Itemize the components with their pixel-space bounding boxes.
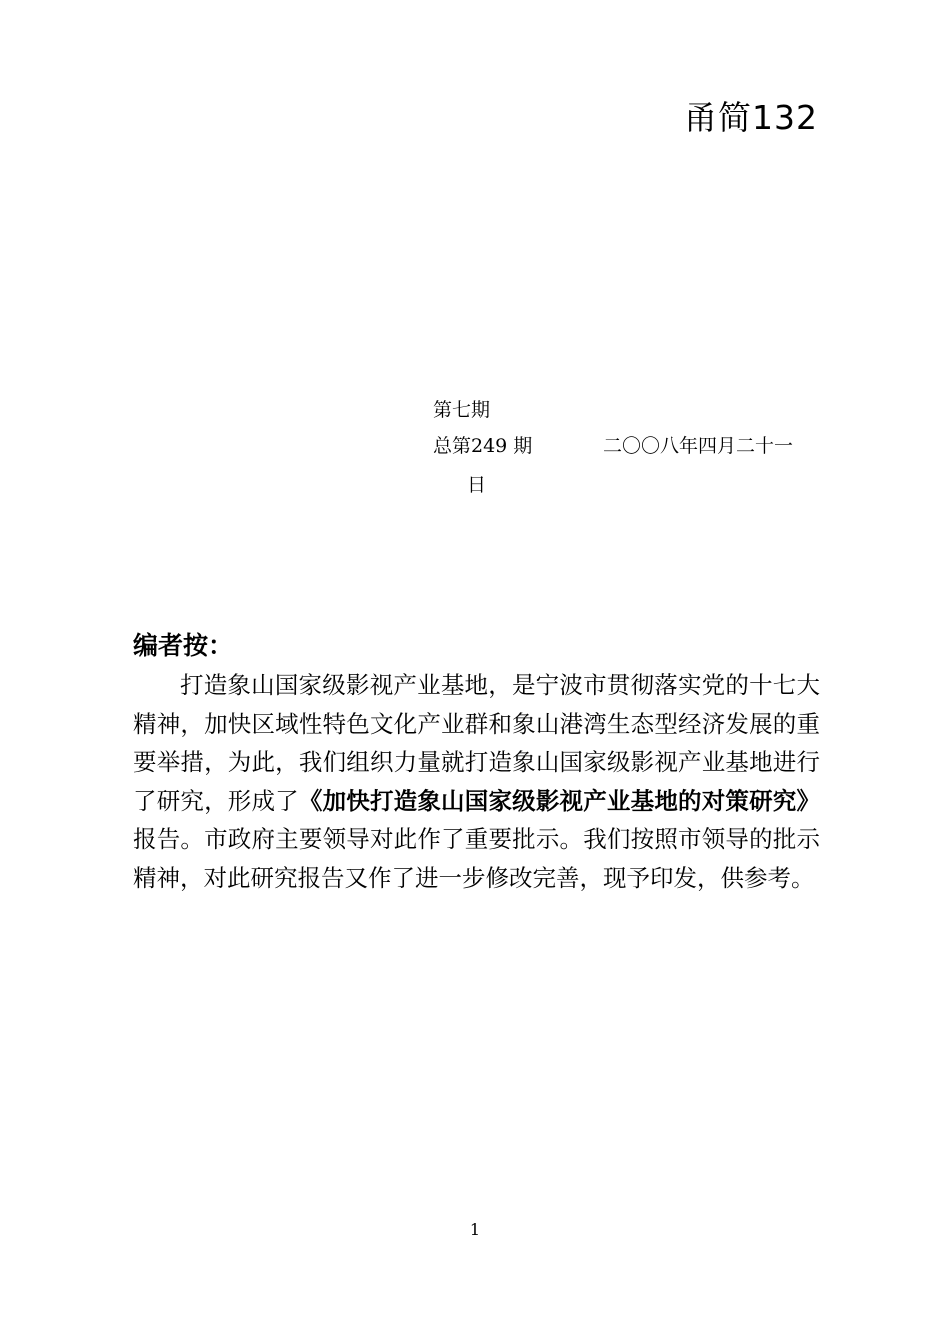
- body-text-after: 报告。市政府主要领导对此作了重要批示。我们按照市领导的批示精神，对此研究报告又作了进一步修改完善，现予印发，供参考。: [133, 825, 820, 892]
- issue-number: 第七期: [433, 399, 491, 421]
- issue-total-and-date: [433, 428, 793, 464]
- report-title: 《加快打造象山国家级影视产业基地的对策研究》: [298, 786, 820, 815]
- issue-date-tail: 日: [467, 474, 487, 496]
- editor-note-body: [133, 666, 820, 897]
- issue-info: [433, 392, 793, 464]
- body-text-before: 打造象山国家级影视产业基地，是宁波市贯彻落实党的十七大精神，加快区域性特色文化产业群和象山港湾生态型经济发展的重要举措，为此，我们组织力量就打造象山国家级影视产业基地进行了研究，形成了: [133, 671, 820, 815]
- editor-note-heading: 编者按：: [133, 631, 234, 660]
- editor-note-paragraph: [133, 666, 820, 897]
- total-issue-number: 总第249 期: [433, 435, 533, 457]
- document-number: 甬简132: [684, 98, 818, 137]
- page-number: 1: [469, 1220, 481, 1239]
- issue-date: 二〇〇八年四月二十一: [603, 435, 794, 457]
